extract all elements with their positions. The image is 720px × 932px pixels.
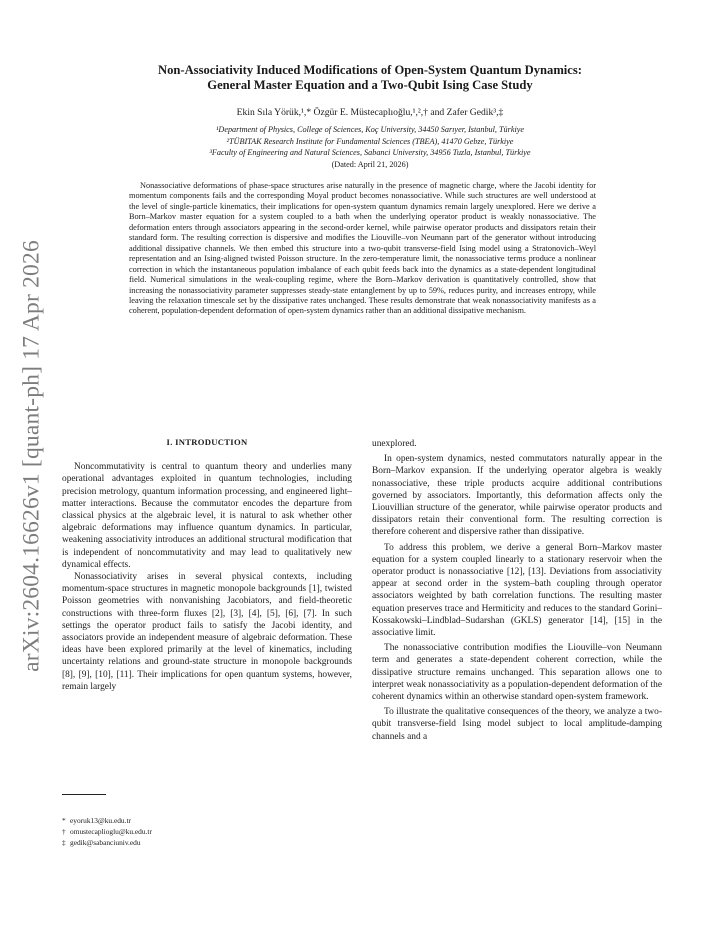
arxiv-identifier-stamp bbox=[10, 240, 54, 672]
section-heading-introduction: I. INTRODUCTION bbox=[166, 437, 248, 447]
footnote-2-email[interactable]: omustecaplioglu@ku.edu.tr bbox=[70, 827, 152, 837]
intro-paragraph-4: To address this problem, we derive a general Born–Markov master equation for a system coupled linearly to a stationary reservoir when the operator product is nonassociative [12], [13]. Deviations from associativity appear at second order in the system–bath coupling through operator associators weighted by bath correlation functions. The resulting master equation preserves trace and Hermiticity and reduces to the standard Gorini–Kossakowski–Lindblad–Sudarshan (GKLS) generator [14], [15] in the associative limit. bbox=[372, 542, 662, 639]
footnote-3-email[interactable]: gedik@sabanciuniv.edu bbox=[70, 838, 141, 848]
intro-paragraph-1: Noncommutativity is central to quantum theory and underlies many operational advantages exploited in quantum technologies, including precision metrology, quantum information processing, and engineered light–matter interactions. Because the commutator encodes the departure from classical physics at the algebraic level, it is natural to ask whether other algebraic deformations may influence quantum dynamics. In particular, weakening associativity introduces an additional structural modification that is independent of noncommutativity and may lead to qualitatively new dynamical effects. bbox=[62, 462, 352, 570]
intro-paragraph-3: In open-system dynamics, nested commutators naturally appear in the Born–Markov expansion. If the underlying operator algebra is weakly nonassociative, these triple products acquire additional contributions governed by associators. Importantly, this deformation affects only the Liouvillian structure of the generator, while pairwise operator products and dissipators retain their conventional form. The resulting correction is therefore coherent and dispersive rather than dissipative. bbox=[372, 454, 662, 538]
footnote-3 bbox=[62, 837, 342, 848]
intro-paragraph-2-continued: unexplored. bbox=[372, 439, 417, 449]
affiliation-3: ³Faculty of Engineering and Natural Sciences, Sabanci University, 34956 Tuzla, Istanbul, Türkiye bbox=[209, 148, 531, 157]
footnote-3-mark: ‡ bbox=[62, 838, 66, 848]
footnotes bbox=[62, 815, 342, 849]
affiliations bbox=[60, 124, 680, 170]
intro-paragraph-5: The nonassociative contribution modifies the Liouville–von Neumann term and generates a state-dependent coherent correction, while the dissipative structure remains unchanged. This separation allows one to interpret weak nonassociativity as a population-dependent deformation of the coherent dynamics within an otherwise standard open-system framework. bbox=[372, 643, 663, 703]
footnote-2 bbox=[62, 826, 342, 837]
title-line-1: Non-Associativity Induced Modifications of Open-System Quantum Dynamics: bbox=[157, 63, 582, 77]
date-line: (Dated: April 21, 2026) bbox=[331, 159, 409, 169]
left-column bbox=[62, 436, 352, 693]
affiliation-1: ¹Department of Physics, College of Sciences, Koç University, 34450 Sarıyer, Istanbul, Türkiye bbox=[215, 125, 525, 134]
author-list: Ekin Sıla Yörük,¹,* Özgür E. Müstecaplıoğlu,¹,²,† and Zafer Gedik³,‡ bbox=[236, 107, 504, 118]
intro-paragraph-2: Nonassociativity arises in several physical contexts, including momentum-space structures in magnetic monopole backgrounds [1], twisted Poisson geometries with nonvanishing Jacobiators, and field-theoretic constructions with three-form fluxes [2], [3], [4], [5], [6], [7]. In such settings the operator product fails to satisfy the Jacobi identity, and associators provide an independent measure of algebraic deformation. These ideas have been explored primarily at the level of kinematics, including uncertainty relations and ground-state structure in monopole backgrounds [8], [9], [10], [11]. Their implications for open quantum systems, however, remain largely bbox=[62, 572, 352, 692]
arxiv-stamp-text: arXiv:2604.16626v1 [quant-ph] 17 Apr 2026 bbox=[18, 240, 45, 672]
intro-paragraph-6: To illustrate the qualitative consequences of the theory, we analyze a two-qubit transverse-field Ising model subject to local amplitude-damping channels and a bbox=[372, 707, 662, 742]
footnote-1 bbox=[62, 815, 342, 826]
abstract: Nonassociative deformations of phase-space structures arise naturally in the presence of magnetic charge, where the Jacobi identity for momentum components fails and the corresponding Moyal product becomes nonassociative. While such structures are well understood at the level of single-particle kinematics, their implications for open-system quantum dynamics remain largely unexplored. Here we derive a Born–Markov master equation for a system coupled to a bath when the underlying operator product is weakly nonassociative. The deformation enters through associators appearing in the second-order kernel, while pairwise operator products and dissipators retain their standard form. The resulting correction is dispersive and modifies the Liouville–von Neumann part of the generator without introducing additional dissipative channels. We then embed this structure into a two-qubit transverse-field Ising model using a Stratonovich–Weyl representation and an Ising-aligned twisted Poisson structure. In the zero-temperature limit, the nonassociative terms produce a nonlinear correction in which the instantaneous population imbalance of each qubit feeds back into the dynamics as a state-dependent longitudinal field. Numerical simulations in the weak-coupling regime, where the Born–Markov derivation is quantitatively controlled, show that increasing the nonassociativity parameter suppresses steady-state entanglement by up to 59%, reduces purity, and increases entropy, while leaving the relaxation timescale set by the dissipative rates unchanged. These results demonstrate that weak nonassociativity manifests as a coherent, population-dependent deformation of open-system dynamics rather than an additional dissipative mechanism. bbox=[129, 181, 596, 316]
footnote-1-email[interactable]: eyoruk13@ku.edu.tr bbox=[70, 816, 131, 825]
footnote-1-mark: * bbox=[62, 816, 66, 825]
footnote-rule bbox=[62, 794, 106, 795]
paper-title bbox=[60, 63, 680, 93]
footnote-2-mark: † bbox=[62, 827, 66, 837]
right-column bbox=[372, 438, 662, 743]
affiliation-2: ²TÜBITAK Research Institute for Fundamental Sciences (TBEA), 41470 Gebze, Türkiye bbox=[226, 136, 514, 146]
title-line-2: General Master Equation and a Two-Qubit Ising Case Study bbox=[207, 78, 533, 92]
